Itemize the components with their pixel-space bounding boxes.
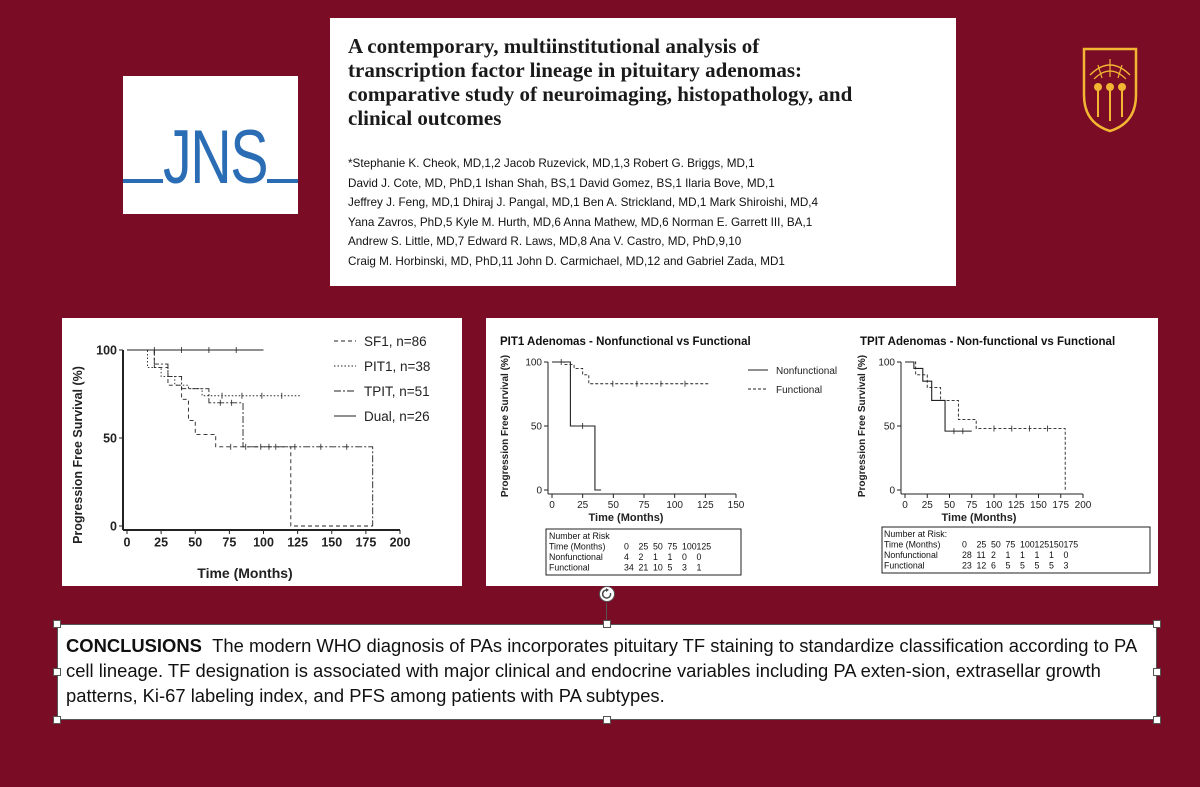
rotate-handle-stem xyxy=(606,603,607,620)
c1-risk-value: 10 xyxy=(653,562,663,573)
c1-risk-value: 4 xyxy=(624,552,629,562)
c1-risk-value: 1 xyxy=(696,562,702,573)
c1-x-tick-label: 75 xyxy=(638,500,650,511)
c1-y-tick-label: 50 xyxy=(530,421,542,433)
km-chart-subgroups-svg xyxy=(486,318,1158,586)
c2-risk-time: 125 xyxy=(1034,539,1050,550)
c2-y-tick-label: 50 xyxy=(883,421,895,433)
c0-y-axis-label: Progression Free Survival (%) xyxy=(71,366,85,544)
c1-risk-time: 125 xyxy=(696,541,712,552)
c1-x-tick-label: 25 xyxy=(577,500,589,511)
c1-curve-nonfunctional xyxy=(552,362,601,490)
c0-x-tick-label: 200 xyxy=(389,535,411,550)
resize-handle-bottom-center[interactable] xyxy=(603,716,611,724)
c0-legend-label: Dual, n=26 xyxy=(364,409,430,424)
conclusions-text: The modern WHO diagnosis of PAs incorporates pituitary TF staining to standardize classification according to PA cell lineage. TF designation is associated with major clinical and endocrine variables including PA exten-sion, extrasellar growth patterns, Ki-67 labeling index, and PFS among patients with PA subtypes. xyxy=(66,635,1137,706)
c0-legend-label: SF1, n=86 xyxy=(364,334,427,349)
jns-logo-graphic xyxy=(123,76,298,214)
c0-legend-label: TPIT, n=51 xyxy=(364,384,430,399)
c2-x-tick-label: 200 xyxy=(1074,500,1092,511)
conclusions-textbox[interactable] xyxy=(57,624,1157,720)
c1-risk-value: 0 xyxy=(696,552,702,562)
c1-risk-time: 25 xyxy=(638,541,649,552)
c1-risk-row-label: Functional xyxy=(549,562,590,573)
c2-risk-value: 12 xyxy=(976,560,987,571)
paper-header xyxy=(330,18,956,286)
c0-y-tick-label: 50 xyxy=(103,431,117,446)
author-list: *Stephanie K. Cheok, MD,1,2 Jacob Ruzevick, MD,1,3 Robert G. Briggs, MD,1 David J. Cote, MD, PhD,1 Ishan Shah, BS,1 David Gomez, BS,1 Ilaria Bove, MD,1 Jeffrey J. Feng, MD,1 Dhiraj J. Pangal, MD,1 Ben A. Strickland, MD,1 Mark Shiroishi, MD,4 Yana Zavros, PhD,5 Kyle M. Hurth, MD,6 Anna Mathew, MD,6 Norman E. Garrett III, BA,1 Andrew S. Little, MD,7 Edward R. Laws, MD,8 Ana V. Castro, MD, PhD,9,10 Craig M. Horbinski, MD, PhD,11 John D. Carmichael, MD,12 and Gabriel Zada, MD1 xyxy=(348,157,819,268)
resize-handle-top-right[interactable] xyxy=(1153,620,1161,628)
paper-title: A contemporary, multiinstitutional analysis of transcription factor lineage in pituitary adenomas: comparative study of neuroimaging, histopathology, and clinical outcomes xyxy=(348,34,853,130)
c1-title: PIT1 Adenomas - Nonfunctional vs Functional xyxy=(500,336,751,348)
c0-x-tick-label: 25 xyxy=(154,535,169,550)
c1-risk-value: 21 xyxy=(638,562,649,573)
c2-risk-time: 50 xyxy=(991,539,1001,550)
c2-risk-value: 1 xyxy=(1034,550,1040,560)
c0-x-tick-label: 75 xyxy=(222,535,237,550)
c2-risk-time: 100 xyxy=(1020,539,1035,550)
legend-label-functional: Functional xyxy=(776,385,823,396)
c1-risk-row-label: Nonfunctional xyxy=(549,552,603,562)
c0-x-tick-label: 0 xyxy=(123,535,131,550)
c2-risk-time: 0 xyxy=(962,539,967,550)
c2-risk-value: 1 xyxy=(1005,550,1011,560)
c2-curve-non-functional xyxy=(905,362,972,431)
c1-x-tick-label: 0 xyxy=(549,500,555,511)
c2-risk-value: 3 xyxy=(1063,560,1069,571)
c2-risk-value: 6 xyxy=(991,560,996,571)
c2-x-tick-label: 100 xyxy=(985,500,1003,511)
resize-handle-top-left[interactable] xyxy=(53,620,61,628)
c2-risk-value: 11 xyxy=(976,550,986,560)
c2-y-tick-label: 0 xyxy=(889,485,895,497)
c2-risk-value: 5 xyxy=(1034,560,1040,571)
rotate-handle-icon[interactable] xyxy=(598,585,616,603)
resize-handle-top-center[interactable] xyxy=(603,620,611,628)
c2-risk-time: 150 xyxy=(1049,539,1064,550)
c2-risk-row-label: Nonfunctional xyxy=(884,550,938,560)
c1-curve-functional xyxy=(552,362,709,384)
c2-risk-value: 23 xyxy=(962,560,972,571)
university-seal-icon xyxy=(1080,45,1140,133)
c1-risk-value: 1 xyxy=(653,552,658,562)
c2-risk-row-label: Functional xyxy=(884,560,925,571)
c1-risk-value: 2 xyxy=(638,552,644,562)
c1-risk-value: 1 xyxy=(667,552,673,562)
c2-risk-header: Number at Risk: xyxy=(884,529,948,539)
jns-logo-text: JNS xyxy=(163,115,267,200)
c1-y-tick-label: 100 xyxy=(525,357,542,369)
c2-risk-time: 75 xyxy=(1005,539,1016,550)
c1-x-tick-label: 150 xyxy=(727,500,745,511)
c2-x-tick-label: 50 xyxy=(943,500,956,511)
resize-handle-middle-left[interactable] xyxy=(53,668,61,676)
c2-risk-value: 5 xyxy=(1005,560,1011,571)
c1-risk-time: 100 xyxy=(682,541,697,552)
c0-y-tick-label: 0 xyxy=(110,519,117,534)
c1-risk-value: 3 xyxy=(682,562,687,573)
journal-logo xyxy=(123,76,298,214)
c2-x-tick-label: 0 xyxy=(902,500,908,511)
c0-y-tick-label: 100 xyxy=(96,343,117,358)
c2-risk-time-label: Time (Months) xyxy=(884,539,941,550)
resize-handle-bottom-left[interactable] xyxy=(53,716,61,724)
c2-risk-value: 0 xyxy=(1063,550,1069,560)
resize-handle-middle-right[interactable] xyxy=(1153,668,1161,676)
c2-x-tick-label: 150 xyxy=(1030,500,1047,511)
c2-x-tick-label: 25 xyxy=(921,500,933,511)
c1-risk-value: 5 xyxy=(667,562,673,573)
c2-risk-value: 5 xyxy=(1020,560,1025,571)
c2-y-axis-label: Progression Free Survival (%) xyxy=(857,354,868,498)
c2-risk-time: 25 xyxy=(976,539,987,550)
c0-x-tick-label: 50 xyxy=(188,535,203,550)
c2-y-tick-label: 100 xyxy=(878,357,895,369)
c0-x-tick-label: 150 xyxy=(321,535,343,550)
c2-x-axis-label: Time (Months) xyxy=(941,512,1017,524)
c2-x-tick-label: 175 xyxy=(1052,500,1070,511)
c1-y-axis-label: Progression Free Survival (%) xyxy=(500,354,511,498)
c2-risk-value: 1 xyxy=(1049,550,1054,560)
c1-risk-time: 75 xyxy=(667,541,678,552)
c1-y-tick-label: 0 xyxy=(536,485,542,497)
c2-risk-value: 28 xyxy=(962,550,972,560)
conclusions-label: CONCLUSIONS xyxy=(66,635,202,656)
c1-risk-header: Number at Risk xyxy=(549,531,610,541)
c0-legend-label: PIT1, n=38 xyxy=(364,359,431,374)
c2-x-tick-label: 125 xyxy=(1007,500,1025,511)
c1-risk-value: 0 xyxy=(682,552,687,562)
c2-risk-value: 1 xyxy=(1020,550,1025,560)
c1-risk-value: 34 xyxy=(624,562,634,573)
c1-risk-time-label: Time (Months) xyxy=(549,541,606,552)
c2-x-tick-label: 75 xyxy=(966,500,978,511)
c1-x-tick-label: 100 xyxy=(666,500,684,511)
c1-x-tick-label: 125 xyxy=(696,500,714,511)
c0-x-tick-label: 125 xyxy=(287,535,309,550)
legend-label-nonfunctional: Nonfunctional xyxy=(776,366,838,377)
c1-risk-time: 50 xyxy=(653,541,663,552)
c2-risk-value: 5 xyxy=(1049,560,1054,571)
c1-x-tick-label: 50 xyxy=(607,500,619,511)
c0-curve-pit1 xyxy=(127,350,302,396)
km-chart-overall xyxy=(62,318,462,586)
c0-x-axis-label: Time (Months) xyxy=(197,565,293,581)
c2-title: TPIT Adenomas - Non-functional vs Functional xyxy=(860,336,1116,348)
c1-risk-time: 0 xyxy=(624,541,629,552)
c2-risk-value: 2 xyxy=(991,550,996,560)
resize-handle-bottom-right[interactable] xyxy=(1153,716,1161,724)
c2-risk-time: 175 xyxy=(1063,539,1079,550)
c0-x-tick-label: 175 xyxy=(355,535,377,550)
c0-x-tick-label: 100 xyxy=(253,535,274,550)
c1-x-axis-label: Time (Months) xyxy=(588,512,664,524)
km-chart-subgroups xyxy=(486,318,1158,586)
km-chart-overall-svg xyxy=(62,318,462,586)
